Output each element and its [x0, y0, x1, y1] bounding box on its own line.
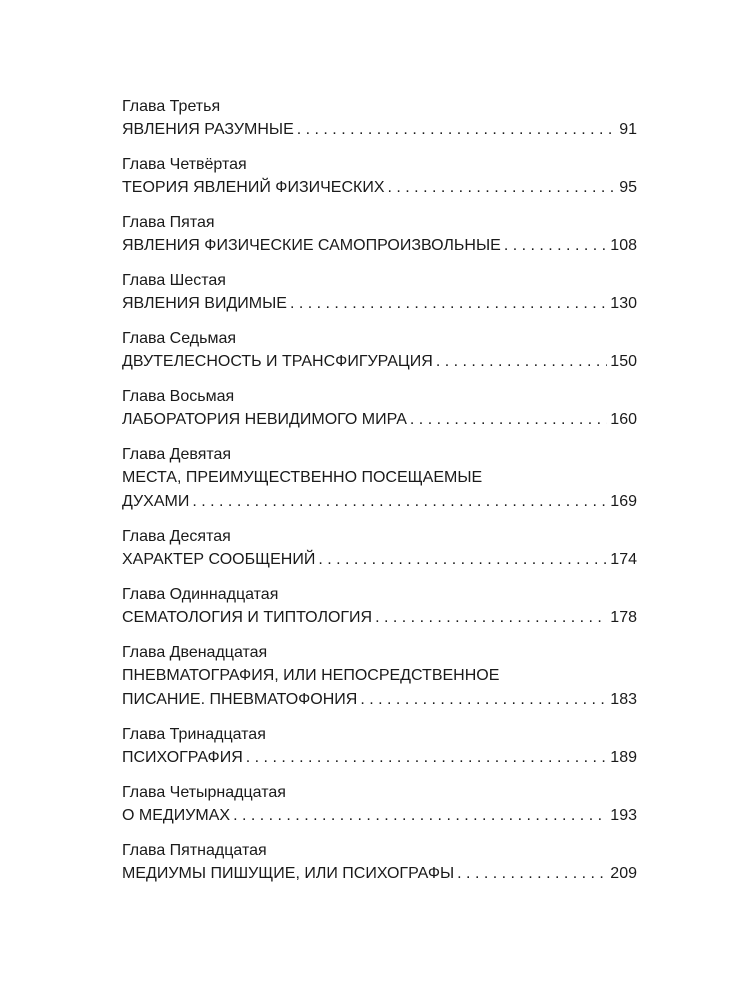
chapter-title-lines: [122, 664, 637, 688]
chapter-title: ХАРАКТЕР СООБЩЕНИЙ: [122, 551, 316, 568]
page-number: 183: [610, 691, 637, 708]
toc-line[interactable]: [122, 862, 637, 886]
chapter-title: СЕМАТОЛОГИЯ И ТИПТОЛОГИЯ: [122, 609, 373, 626]
chapter-label: Глава Одиннадцатая: [122, 586, 279, 603]
chapter-label: Глава Десятая: [122, 528, 231, 545]
dot-leader: [246, 746, 608, 770]
toc-line[interactable]: [122, 118, 637, 142]
chapter-title: ПИСАНИЕ. ПНЕВМАТОФОНИЯ: [122, 691, 358, 708]
chapter-title: ПСИХОГРАФИЯ: [122, 749, 243, 766]
dot-leader: [375, 606, 607, 630]
page-number: 91: [619, 121, 637, 138]
chapter-label: Глава Шестая: [122, 272, 226, 289]
page-number: 130: [610, 295, 637, 312]
toc-list: [122, 96, 637, 886]
chapter-title-lines: [122, 466, 637, 490]
chapter-label: Глава Пятая: [122, 214, 215, 231]
chapter-title-line: МЕСТА, ПРЕИМУЩЕСТВЕННО ПОСЕЩАЕМЫЕ: [122, 469, 483, 486]
chapter-label: Глава Третья: [122, 98, 221, 115]
chapter-label: Глава Тринадцатая: [122, 726, 266, 743]
toc-entry: [122, 96, 637, 142]
toc-line[interactable]: [122, 292, 637, 316]
page-number: 169: [610, 493, 637, 510]
toc-entry: [122, 270, 637, 316]
chapter-label: Глава Восьмая: [122, 388, 235, 405]
dot-leader: [360, 688, 607, 712]
page-number: 150: [610, 353, 637, 370]
page-number: 209: [610, 865, 637, 882]
chapter-label: Глава Четырнадцатая: [122, 784, 286, 801]
page-number: 189: [610, 749, 637, 766]
chapter-title: О МЕДИУМАХ: [122, 807, 231, 824]
page-number: 193: [610, 807, 637, 824]
toc-entry: [122, 328, 637, 374]
dot-leader: [290, 292, 607, 316]
chapter-title: ЛАБОРАТОРИЯ НЕВИДИМОГО МИРА: [122, 411, 407, 428]
chapter-title: ЯВЛЕНИЯ ВИДИМЫЕ: [122, 295, 287, 312]
dot-leader: [297, 118, 616, 142]
dot-leader: [192, 490, 607, 514]
chapter-label: Глава Седьмая: [122, 330, 236, 347]
page-number: 108: [610, 237, 637, 254]
toc-entry: [122, 642, 637, 712]
dot-leader: [388, 176, 617, 200]
dot-leader: [233, 804, 607, 828]
toc-line[interactable]: [122, 688, 637, 712]
chapter-label: Глава Девятая: [122, 446, 232, 463]
dot-leader: [504, 234, 607, 258]
dot-leader: [436, 350, 607, 374]
toc-entry: [122, 526, 637, 572]
toc-line[interactable]: [122, 548, 637, 572]
chapter-title: ДУХАМИ: [122, 493, 190, 510]
toc-line[interactable]: [122, 606, 637, 630]
dot-leader: [457, 862, 607, 886]
toc-entry: [122, 782, 637, 828]
toc-entry: [122, 386, 637, 432]
toc-entry: [122, 154, 637, 200]
toc-line[interactable]: [122, 804, 637, 828]
toc-line[interactable]: [122, 408, 637, 432]
chapter-title: ТЕОРИЯ ЯВЛЕНИЙ ФИЗИЧЕСКИХ: [122, 179, 385, 196]
toc-line[interactable]: [122, 176, 637, 200]
toc-line[interactable]: [122, 746, 637, 770]
toc-entry: [122, 724, 637, 770]
table-of-contents: [122, 96, 637, 898]
chapter-title: ЯВЛЕНИЯ РАЗУМНЫЕ: [122, 121, 294, 138]
chapter-label: Глава Пятнадцатая: [122, 842, 267, 859]
page-number: 160: [610, 411, 637, 428]
toc-line[interactable]: [122, 490, 637, 514]
chapter-label: Глава Четвёртая: [122, 156, 247, 173]
toc-line[interactable]: [122, 350, 637, 374]
chapter-title: ДВУТЕЛЕСНОСТЬ И ТРАНСФИГУРАЦИЯ: [122, 353, 433, 370]
page-number: 174: [610, 551, 637, 568]
chapter-title-line: ПНЕВМАТОГРАФИЯ, ИЛИ НЕПОСРЕДСТВЕННОЕ: [122, 667, 500, 684]
dot-leader: [410, 408, 607, 432]
chapter-title: ЯВЛЕНИЯ ФИЗИЧЕСКИЕ САМОПРОИЗВОЛЬНЫЕ: [122, 237, 501, 254]
page-number: 95: [619, 179, 637, 196]
toc-line[interactable]: [122, 234, 637, 258]
toc-entry: [122, 584, 637, 630]
toc-entry: [122, 444, 637, 514]
toc-entry: [122, 212, 637, 258]
page-number: 178: [610, 609, 637, 626]
chapter-title: МЕДИУМЫ ПИШУЩИЕ, ИЛИ ПСИХОГРАФЫ: [122, 865, 455, 882]
toc-entry: [122, 840, 637, 886]
dot-leader: [318, 548, 607, 572]
chapter-label: Глава Двенадцатая: [122, 644, 268, 661]
